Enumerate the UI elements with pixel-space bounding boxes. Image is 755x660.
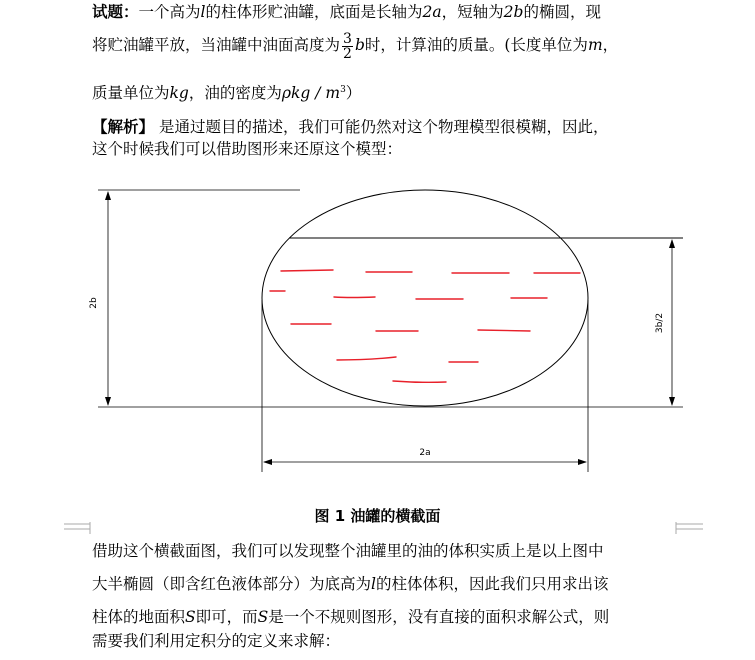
liquid-stroke	[337, 357, 396, 360]
analysis-line-1: 【解析】 是通过题目的描述，我们可能仍然对这个物理模型很模糊，因此，	[92, 118, 609, 136]
label-2a: 2a	[419, 448, 431, 458]
arrow-up-icon	[669, 239, 675, 248]
analysis-label: 【解析】	[92, 118, 155, 136]
problem-line-2: 将贮油罐平放，当油罐中油面高度为 $\frac{3}{2}$ b时，计算油的质量。(长度单位为m，	[92, 30, 619, 62]
label-2b: 2b	[89, 297, 99, 309]
body-line-2: 大半椭圆（即含红色液体部分）为底高为l的柱体体积，因此我们只用求出该	[92, 575, 609, 593]
body-line-3: 柱体的地面积S即可，而S是一个不规则图形，没有直接的面积求解公式，则	[92, 608, 610, 626]
arrow-up-icon	[105, 191, 111, 200]
liquid-stroke	[478, 330, 530, 331]
body-line-1: 借助这个横截面图，我们可以发现整个油罐里的油的体积实质上是以上图中	[92, 542, 604, 560]
arrow-left-icon	[263, 459, 272, 465]
liquid-stroke	[393, 381, 446, 382]
arrow-right-icon	[578, 459, 587, 465]
problem-label: 试题：	[92, 3, 139, 21]
arrow-down-icon	[669, 397, 675, 406]
figure-caption: 图 1 油罐的横截面	[314, 507, 441, 525]
analysis-line-2: 这个时候我们可以借助图形来还原这个模型：	[92, 140, 403, 158]
page-break-marks	[0, 522, 755, 536]
red-liquid-strokes	[270, 270, 580, 382]
arrow-down-icon	[105, 397, 111, 406]
liquid-stroke	[334, 297, 375, 298]
problem-line-1: 试题：一个高为l的柱体形贮油罐，底面是长轴为2a，短轴为2b的椭圆，现	[92, 3, 601, 21]
label-3b2: 3b/2	[655, 312, 665, 334]
tank-cross-section-figure	[0, 170, 755, 480]
body-line-4: 需要我们利用定积分的定义来求解：	[92, 632, 341, 650]
fraction-3-2: $\frac{3}{2}$	[343, 30, 352, 62]
liquid-stroke	[281, 270, 333, 271]
problem-line-3: 质量单位为kg，油的密度为ρkg / $m^3$）	[92, 84, 362, 103]
